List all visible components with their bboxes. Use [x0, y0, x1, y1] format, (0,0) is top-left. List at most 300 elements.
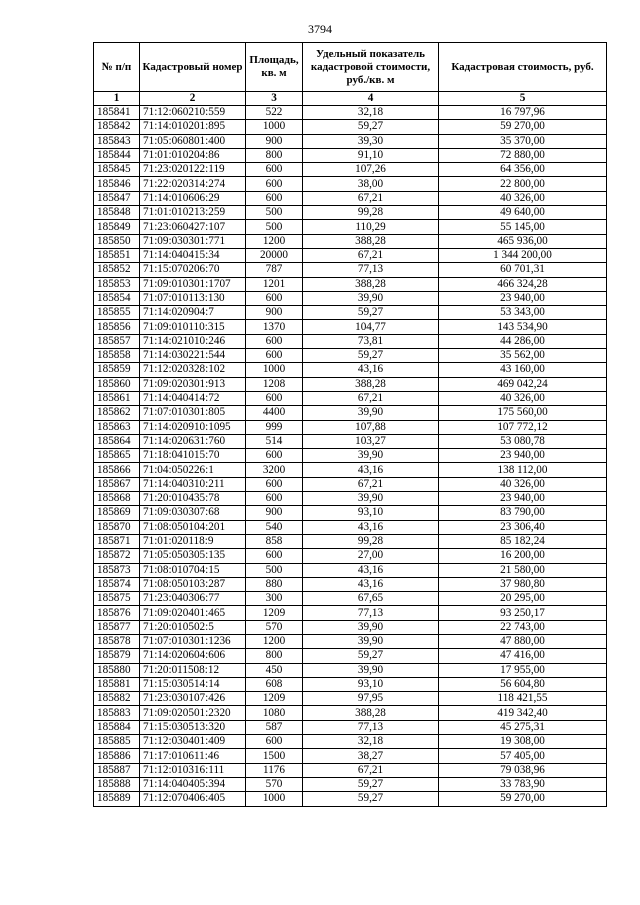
- cadastral-cost: 22 800,00: [439, 177, 607, 191]
- cadastral-cost: 53 080,78: [439, 434, 607, 448]
- cadastral-number: 71:08:050104:201: [140, 520, 246, 534]
- table-row: [94, 420, 607, 434]
- row-index: 185886: [94, 749, 140, 763]
- row-index: 185862: [94, 406, 140, 420]
- cadastral-cost: 59 270,00: [439, 120, 607, 134]
- table-row: [94, 677, 607, 691]
- cadastral-cost: 64 356,00: [439, 163, 607, 177]
- specific-value: 59,27: [303, 306, 439, 320]
- area: 600: [246, 549, 303, 563]
- cadastral-cost: 17 955,00: [439, 663, 607, 677]
- cadastral-number: 71:12:010316:111: [140, 763, 246, 777]
- row-index: 185842: [94, 120, 140, 134]
- row-index: 185845: [94, 163, 140, 177]
- area: 1200: [246, 634, 303, 648]
- area: 600: [246, 163, 303, 177]
- cadastral-number: 71:14:040415:34: [140, 248, 246, 262]
- cadastral-number: 71:12:070406:405: [140, 792, 246, 806]
- header-area: Площадь, кв. м: [246, 43, 303, 92]
- row-index: 185849: [94, 220, 140, 234]
- cadastral-number: 71:14:040405:394: [140, 777, 246, 791]
- header-index: № п/п: [94, 43, 140, 92]
- cadastral-cost: 16 797,96: [439, 106, 607, 120]
- specific-value: 93,10: [303, 506, 439, 520]
- area: 600: [246, 177, 303, 191]
- row-index: 185856: [94, 320, 140, 334]
- area: 600: [246, 391, 303, 405]
- column-number: 1: [94, 92, 140, 106]
- specific-value: 93,10: [303, 677, 439, 691]
- specific-value: 38,00: [303, 177, 439, 191]
- cadastral-number: 71:12:030401:409: [140, 735, 246, 749]
- cadastral-cost: 44 286,00: [439, 334, 607, 348]
- row-index: 185874: [94, 577, 140, 591]
- row-index: 185852: [94, 263, 140, 277]
- cadastral-number: 71:04:050226:1: [140, 463, 246, 477]
- area: 1208: [246, 377, 303, 391]
- row-index: 185843: [94, 134, 140, 148]
- table-header: [94, 43, 607, 106]
- table-row: [94, 391, 607, 405]
- table-row: [94, 692, 607, 706]
- specific-value: 43,16: [303, 563, 439, 577]
- table-row: [94, 563, 607, 577]
- cadastral-cost: 20 295,00: [439, 592, 607, 606]
- specific-value: 73,81: [303, 334, 439, 348]
- header-row: [94, 43, 607, 92]
- cadastral-cost: 23 940,00: [439, 449, 607, 463]
- cadastral-number: 71:09:010301:1707: [140, 277, 246, 291]
- area: 600: [246, 291, 303, 305]
- table-row: [94, 749, 607, 763]
- area: 1201: [246, 277, 303, 291]
- cadastral-number: 71:07:010301:805: [140, 406, 246, 420]
- cadastral-number: 71:23:030107:426: [140, 692, 246, 706]
- cadastral-number: 71:14:020604:606: [140, 649, 246, 663]
- area: 600: [246, 191, 303, 205]
- cadastral-number: 71:14:040414:72: [140, 391, 246, 405]
- cadastral-number: 71:14:010201:895: [140, 120, 246, 134]
- specific-value: 59,27: [303, 777, 439, 791]
- specific-value: 39,90: [303, 406, 439, 420]
- table-row: [94, 134, 607, 148]
- area: 500: [246, 220, 303, 234]
- row-index: 185847: [94, 191, 140, 205]
- row-index: 185876: [94, 606, 140, 620]
- table-row: [94, 506, 607, 520]
- specific-value: 39,90: [303, 492, 439, 506]
- cadastral-cost: 60 701,31: [439, 263, 607, 277]
- cadastral-number: 71:09:030301:771: [140, 234, 246, 248]
- table-row: [94, 649, 607, 663]
- row-index: 185869: [94, 506, 140, 520]
- specific-value: 107,88: [303, 420, 439, 434]
- specific-value: 67,21: [303, 248, 439, 262]
- table-row: [94, 792, 607, 806]
- table-row: [94, 291, 607, 305]
- specific-value: 43,16: [303, 463, 439, 477]
- cadastral-number: 71:12:020328:102: [140, 363, 246, 377]
- cadastral-cost: 465 936,00: [439, 234, 607, 248]
- area: 587: [246, 720, 303, 734]
- cadastral-number: 71:05:050305:135: [140, 549, 246, 563]
- cadastral-cost: 466 324,28: [439, 277, 607, 291]
- cadastral-cost: 33 783,90: [439, 777, 607, 791]
- cadastral-number: 71:09:030307:68: [140, 506, 246, 520]
- specific-value: 388,28: [303, 277, 439, 291]
- area: 800: [246, 148, 303, 162]
- area: 800: [246, 649, 303, 663]
- table-row: [94, 520, 607, 534]
- row-index: 185887: [94, 763, 140, 777]
- area: 500: [246, 206, 303, 220]
- specific-value: 388,28: [303, 706, 439, 720]
- row-index: 185861: [94, 391, 140, 405]
- table-row: [94, 306, 607, 320]
- table-row: [94, 363, 607, 377]
- area: 600: [246, 477, 303, 491]
- table-row: [94, 735, 607, 749]
- table-row: [94, 620, 607, 634]
- column-number: 2: [140, 92, 246, 106]
- area: 900: [246, 306, 303, 320]
- specific-value: 59,27: [303, 792, 439, 806]
- row-index: 185844: [94, 148, 140, 162]
- specific-value: 32,18: [303, 106, 439, 120]
- area: 1080: [246, 706, 303, 720]
- cadastral-cost: 138 112,00: [439, 463, 607, 477]
- cadastral-number: 71:07:010113:130: [140, 291, 246, 305]
- specific-value: 388,28: [303, 234, 439, 248]
- cadastral-cost: 23 306,40: [439, 520, 607, 534]
- area: 20000: [246, 248, 303, 262]
- area: 608: [246, 677, 303, 691]
- cadastral-cost: 45 275,31: [439, 720, 607, 734]
- area: 1176: [246, 763, 303, 777]
- cadastral-number: 71:14:010606:29: [140, 191, 246, 205]
- cadastral-cost: 35 562,00: [439, 349, 607, 363]
- specific-value: 104,77: [303, 320, 439, 334]
- row-index: 185877: [94, 620, 140, 634]
- specific-value: 67,21: [303, 763, 439, 777]
- specific-value: 39,90: [303, 663, 439, 677]
- row-index: 185873: [94, 563, 140, 577]
- cadastral-number: 71:23:060427:107: [140, 220, 246, 234]
- cadastral-cost: 47 416,00: [439, 649, 607, 663]
- cadastral-cost: 47 880,00: [439, 634, 607, 648]
- table-row: [94, 549, 607, 563]
- cadastral-number: 71:20:010502:5: [140, 620, 246, 634]
- table-row: [94, 592, 607, 606]
- specific-value: 59,27: [303, 349, 439, 363]
- table-row: [94, 191, 607, 205]
- cadastral-number: 71:14:020904:7: [140, 306, 246, 320]
- area: 1209: [246, 606, 303, 620]
- row-index: 185850: [94, 234, 140, 248]
- area: 1200: [246, 234, 303, 248]
- cadastral-number: 71:05:060801:400: [140, 134, 246, 148]
- specific-value: 67,21: [303, 391, 439, 405]
- area: 540: [246, 520, 303, 534]
- row-index: 185882: [94, 692, 140, 706]
- specific-value: 43,16: [303, 577, 439, 591]
- row-index: 185846: [94, 177, 140, 191]
- cadastral-number: 71:20:011508:12: [140, 663, 246, 677]
- cadastral-number: 71:12:060210:559: [140, 106, 246, 120]
- row-index: 185860: [94, 377, 140, 391]
- table-row: [94, 248, 607, 262]
- area: 3200: [246, 463, 303, 477]
- area: 858: [246, 534, 303, 548]
- table-row: [94, 163, 607, 177]
- cadastral-table: [93, 42, 607, 807]
- area: 570: [246, 777, 303, 791]
- specific-value: 99,28: [303, 206, 439, 220]
- cadastral-cost: 22 743,00: [439, 620, 607, 634]
- table-row: [94, 277, 607, 291]
- cadastral-number: 71:15:030514:14: [140, 677, 246, 691]
- specific-value: 27,00: [303, 549, 439, 563]
- cadastral-cost: 43 160,00: [439, 363, 607, 377]
- row-index: 185881: [94, 677, 140, 691]
- specific-value: 91,10: [303, 148, 439, 162]
- cadastral-cost: 93 250,17: [439, 606, 607, 620]
- cadastral-number: 71:14:040310:211: [140, 477, 246, 491]
- table-row: [94, 434, 607, 448]
- table-row: [94, 120, 607, 134]
- area: 570: [246, 620, 303, 634]
- table-row: [94, 263, 607, 277]
- table-row: [94, 220, 607, 234]
- specific-value: 107,26: [303, 163, 439, 177]
- cadastral-cost: 49 640,00: [439, 206, 607, 220]
- specific-value: 43,16: [303, 520, 439, 534]
- area: 4400: [246, 406, 303, 420]
- area: 600: [246, 334, 303, 348]
- row-index: 185888: [94, 777, 140, 791]
- header-specific-value: Удельный показатель кадастровой стоимости, руб./кв. м: [303, 43, 439, 92]
- area: 787: [246, 263, 303, 277]
- table-row: [94, 320, 607, 334]
- cadastral-number: 71:07:010301:1236: [140, 634, 246, 648]
- row-index: 185859: [94, 363, 140, 377]
- cadastral-cost: 23 940,00: [439, 291, 607, 305]
- column-number: 5: [439, 92, 607, 106]
- area: 1209: [246, 692, 303, 706]
- cadastral-cost: 59 270,00: [439, 792, 607, 806]
- cadastral-number: 71:14:020910:1095: [140, 420, 246, 434]
- table-row: [94, 706, 607, 720]
- specific-value: 67,21: [303, 477, 439, 491]
- specific-value: 59,27: [303, 649, 439, 663]
- table-row: [94, 377, 607, 391]
- cadastral-cost: 57 405,00: [439, 749, 607, 763]
- row-index: 185872: [94, 549, 140, 563]
- row-index: 185885: [94, 735, 140, 749]
- row-index: 185868: [94, 492, 140, 506]
- row-index: 185855: [94, 306, 140, 320]
- area: 600: [246, 449, 303, 463]
- specific-value: 103,27: [303, 434, 439, 448]
- cadastral-number: 71:01:010204:86: [140, 148, 246, 162]
- area: 1370: [246, 320, 303, 334]
- cadastral-cost: 175 560,00: [439, 406, 607, 420]
- row-index: 185880: [94, 663, 140, 677]
- area: 600: [246, 349, 303, 363]
- cadastral-cost: 40 326,00: [439, 391, 607, 405]
- table-row: [94, 634, 607, 648]
- table-row: [94, 577, 607, 591]
- cadastral-number: 71:01:010213:259: [140, 206, 246, 220]
- cadastral-number: 71:09:020501:2320: [140, 706, 246, 720]
- cadastral-cost: 79 038,96: [439, 763, 607, 777]
- cadastral-cost: 21 580,00: [439, 563, 607, 577]
- cadastral-cost: 19 308,00: [439, 735, 607, 749]
- cadastral-cost: 35 370,00: [439, 134, 607, 148]
- cadastral-number: 71:23:040306:77: [140, 592, 246, 606]
- cadastral-number: 71:01:020118:9: [140, 534, 246, 548]
- row-index: 185866: [94, 463, 140, 477]
- table-row: [94, 349, 607, 363]
- cadastral-cost: 118 421,55: [439, 692, 607, 706]
- cadastral-cost: 469 042,24: [439, 377, 607, 391]
- area: 880: [246, 577, 303, 591]
- row-index: 185871: [94, 534, 140, 548]
- specific-value: 388,28: [303, 377, 439, 391]
- cadastral-number: 71:23:020122:119: [140, 163, 246, 177]
- cadastral-cost: 37 980,80: [439, 577, 607, 591]
- table-row: [94, 206, 607, 220]
- table-row: [94, 477, 607, 491]
- specific-value: 77,13: [303, 263, 439, 277]
- row-index: 185884: [94, 720, 140, 734]
- table-row: [94, 463, 607, 477]
- cadastral-number: 71:08:050103:287: [140, 577, 246, 591]
- cadastral-cost: 40 326,00: [439, 191, 607, 205]
- cadastral-cost: 1 344 200,00: [439, 248, 607, 262]
- row-index: 185889: [94, 792, 140, 806]
- row-index: 185875: [94, 592, 140, 606]
- row-index: 185879: [94, 649, 140, 663]
- row-index: 185858: [94, 349, 140, 363]
- cadastral-cost: 83 790,00: [439, 506, 607, 520]
- cadastral-cost: 55 145,00: [439, 220, 607, 234]
- cadastral-number: 71:09:020301:913: [140, 377, 246, 391]
- row-index: 185848: [94, 206, 140, 220]
- area: 300: [246, 592, 303, 606]
- specific-value: 67,21: [303, 191, 439, 205]
- table-row: [94, 148, 607, 162]
- specific-value: 77,13: [303, 606, 439, 620]
- area: 450: [246, 663, 303, 677]
- specific-value: 110,29: [303, 220, 439, 234]
- area: 500: [246, 563, 303, 577]
- row-index: 185853: [94, 277, 140, 291]
- cadastral-cost: 107 772,12: [439, 420, 607, 434]
- specific-value: 32,18: [303, 735, 439, 749]
- cadastral-cost: 56 604,80: [439, 677, 607, 691]
- page-number: 3794: [308, 22, 332, 36]
- row-index: 185857: [94, 334, 140, 348]
- row-index: 185851: [94, 248, 140, 262]
- row-index: 185878: [94, 634, 140, 648]
- row-index: 185863: [94, 420, 140, 434]
- table-row: [94, 606, 607, 620]
- table-row: [94, 177, 607, 191]
- table-body: [94, 106, 607, 807]
- row-index: 185865: [94, 449, 140, 463]
- header-cadastral-number: Кадастровый номер: [140, 43, 246, 92]
- cadastral-number: 71:22:020314:274: [140, 177, 246, 191]
- table-row: [94, 234, 607, 248]
- row-index: 185870: [94, 520, 140, 534]
- specific-value: 59,27: [303, 120, 439, 134]
- header-cadastral-cost: Кадастровая стоимость, руб.: [439, 43, 607, 92]
- cadastral-number: 71:14:021010:246: [140, 334, 246, 348]
- cadastral-number: 71:17:010611:46: [140, 749, 246, 763]
- table-row: [94, 449, 607, 463]
- cadastral-number: 71:08:010704:15: [140, 563, 246, 577]
- specific-value: 39,90: [303, 449, 439, 463]
- cadastral-number: 71:20:010435:78: [140, 492, 246, 506]
- area: 1000: [246, 363, 303, 377]
- area: 600: [246, 735, 303, 749]
- row-index: 185867: [94, 477, 140, 491]
- cadastral-cost: 72 880,00: [439, 148, 607, 162]
- row-index: 185883: [94, 706, 140, 720]
- table-row: [94, 492, 607, 506]
- cadastral-number: 71:09:020401:465: [140, 606, 246, 620]
- row-index: 185854: [94, 291, 140, 305]
- specific-value: 77,13: [303, 720, 439, 734]
- area: 1000: [246, 792, 303, 806]
- area: 1500: [246, 749, 303, 763]
- specific-value: 39,90: [303, 291, 439, 305]
- specific-value: 43,16: [303, 363, 439, 377]
- specific-value: 39,30: [303, 134, 439, 148]
- cadastral-cost: 419 342,40: [439, 706, 607, 720]
- cadastral-cost: 16 200,00: [439, 549, 607, 563]
- table-row: [94, 763, 607, 777]
- table-row: [94, 663, 607, 677]
- table-row: [94, 334, 607, 348]
- cadastral-cost: 53 343,00: [439, 306, 607, 320]
- cadastral-number: 71:15:070206:70: [140, 263, 246, 277]
- table-row: [94, 534, 607, 548]
- specific-value: 38,27: [303, 749, 439, 763]
- cadastral-number: 71:09:010110:315: [140, 320, 246, 334]
- column-number: 4: [303, 92, 439, 106]
- specific-value: 39,90: [303, 620, 439, 634]
- table-row: [94, 777, 607, 791]
- area: 514: [246, 434, 303, 448]
- cadastral-number: 71:15:030513:320: [140, 720, 246, 734]
- cadastral-cost: 40 326,00: [439, 477, 607, 491]
- cadastral-cost: 85 182,24: [439, 534, 607, 548]
- cadastral-number: 71:14:030221:544: [140, 349, 246, 363]
- table-row: [94, 106, 607, 120]
- area: 1000: [246, 120, 303, 134]
- area: 522: [246, 106, 303, 120]
- area: 999: [246, 420, 303, 434]
- specific-value: 67,65: [303, 592, 439, 606]
- area: 900: [246, 134, 303, 148]
- specific-value: 39,90: [303, 634, 439, 648]
- cadastral-number: 71:18:041015:70: [140, 449, 246, 463]
- area: 600: [246, 492, 303, 506]
- specific-value: 99,28: [303, 534, 439, 548]
- specific-value: 97,95: [303, 692, 439, 706]
